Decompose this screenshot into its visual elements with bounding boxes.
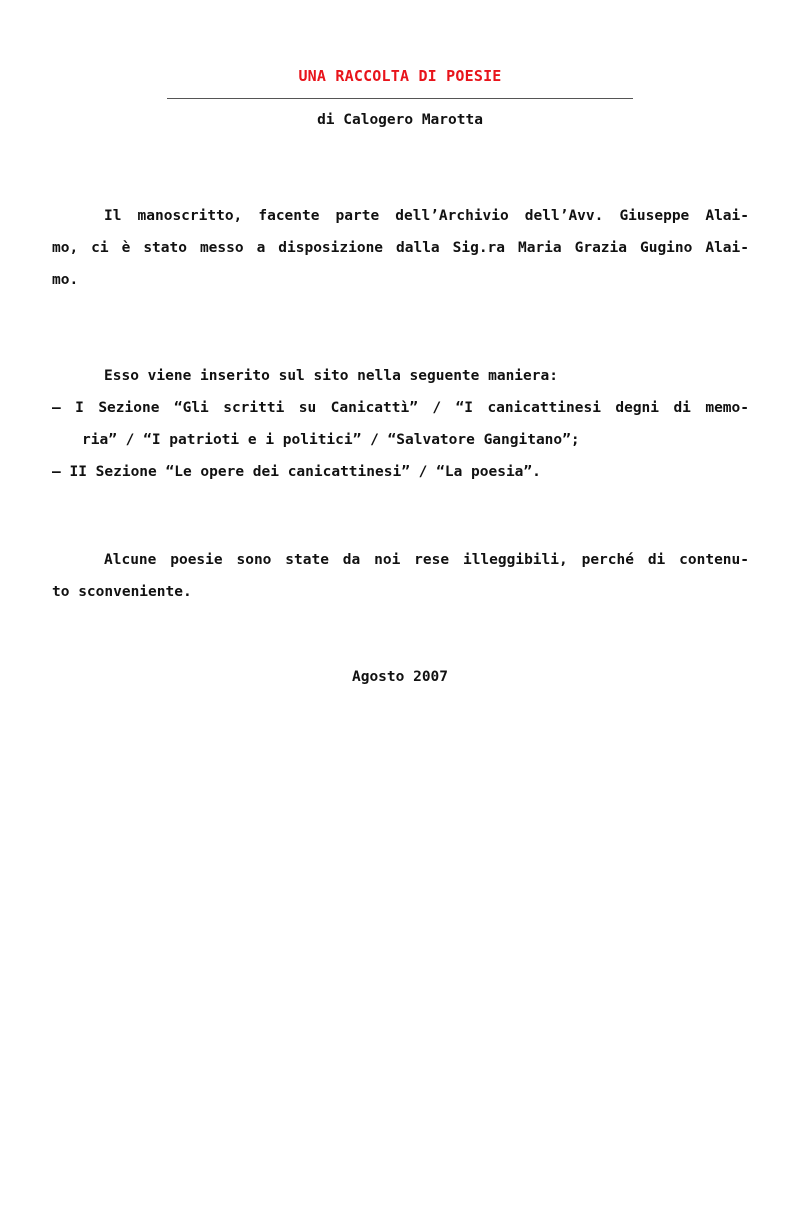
list-item-section-1-line-1: – I Sezione “Gli scritti su Canicattì” / “I canicattinesi degni di memo- [52, 400, 749, 416]
title-divider [167, 98, 633, 99]
document-title: UNA RACCOLTA DI POESIE [298, 67, 502, 85]
paragraph-3-line-2: to sconveniente. [52, 584, 192, 600]
list-item-section-2: – II Sezione “Le opere dei canicattinesi” / “La poesia”. [52, 464, 541, 480]
author-line: di Calogero Marotta [317, 112, 483, 128]
list-item-section-1-line-2: ria” / “I patrioti e i politici” / “Salvatore Gangitano”; [82, 432, 580, 448]
paragraph-1-line-1: Il manoscritto, facente parte dell’Archivio dell’Avv. Giuseppe Alai- [104, 208, 749, 224]
paragraph-1-line-3: mo. [52, 272, 79, 288]
document-date: Agosto 2007 [351, 669, 449, 685]
paragraph-2-intro: Esso viene inserito sul sito nella seguente maniera: [104, 368, 558, 384]
paragraph-3-line-1: Alcune poesie sono state da noi rese illeggibili, perché di contenu- [104, 552, 749, 568]
paragraph-1-line-2: mo, ci è stato messo a disposizione dalla Sig.ra Maria Grazia Gugino Alai- [52, 240, 749, 256]
